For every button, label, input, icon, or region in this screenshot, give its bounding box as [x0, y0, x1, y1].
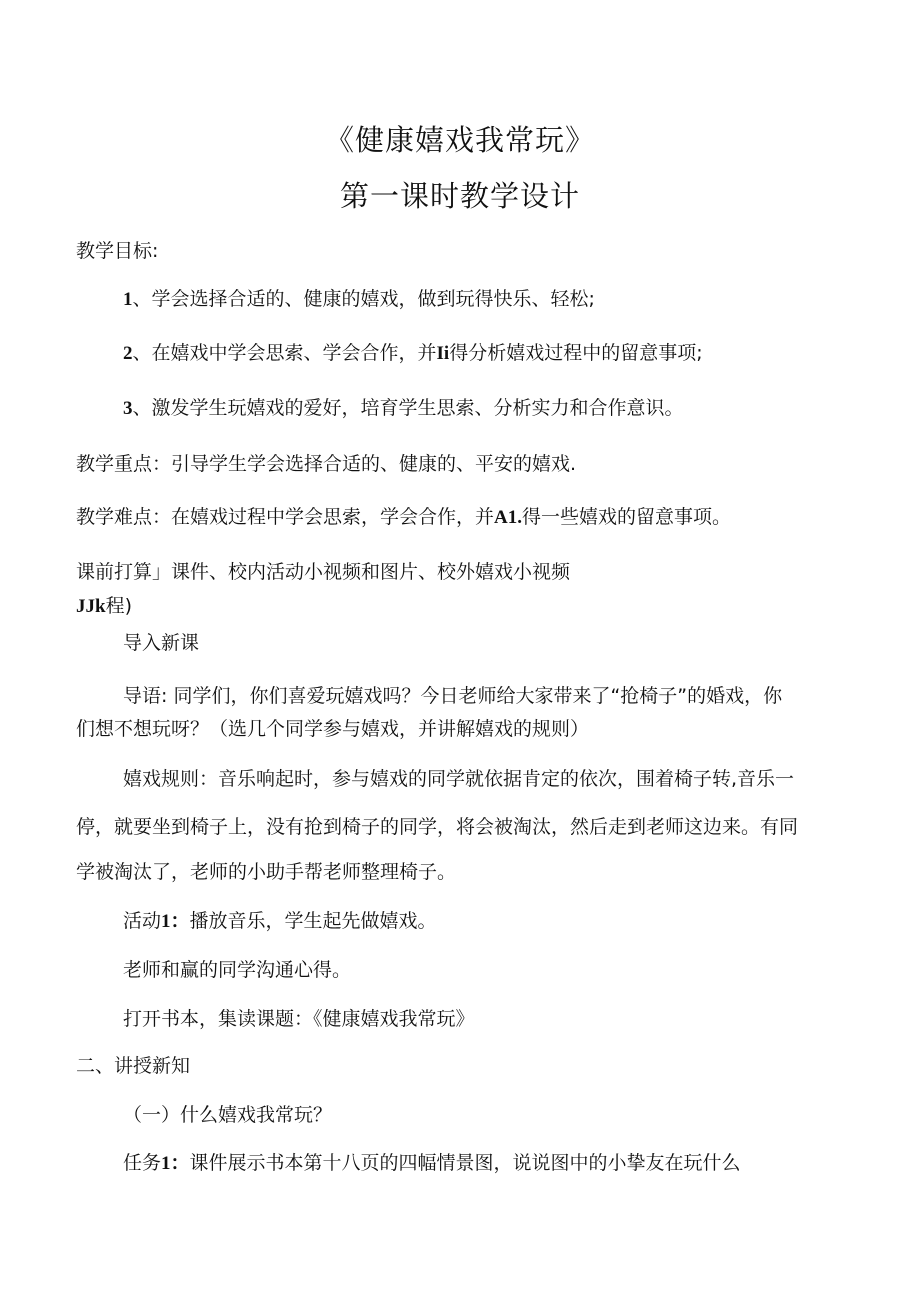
process-heading	[76, 594, 132, 619]
document-subtitle: 第一课时教学设计	[339, 179, 580, 213]
task-number: 1：	[161, 1153, 190, 1174]
objective-1	[123, 287, 595, 312]
task-1	[123, 1151, 741, 1176]
task-text: 课件展示书本第十八页的四幅情景图，说说图中的小挚友在玩什么	[189, 1152, 741, 1174]
task-label: 任务	[123, 1152, 162, 1174]
objective-text: 、激发学生玩嬉戏的爱好，培育学生思索、分析实力和合作意识。	[132, 397, 684, 419]
intro-heading: 导入新课	[123, 632, 200, 654]
intro-line-2: 们想不想玩呀？（选几个同学参与嬉戏，并讲解嬉戏的规则）	[76, 718, 590, 740]
objective-number: 2	[123, 343, 133, 364]
objective-text-cont: 得分析嬉戏过程中的留意事项;	[449, 342, 703, 364]
document-title: 《健康嬉戏我常玩》	[324, 123, 595, 157]
preparation: 课前打算」课件、校内活动小视频和图片、校外嬉戏小视频	[76, 561, 571, 583]
activity-1	[123, 909, 437, 934]
intro-line-1: 导语: 同学们，你们喜爱玩嬉戏吗？今日老师给大家带来了“抢椅子”的婚戏，你	[123, 685, 783, 707]
difficulty	[76, 505, 731, 530]
rules-line-1: 嬉戏规则：音乐响起时，参与嬉戏的同学就依据肯定的依次，围着椅子转,音乐一	[123, 768, 795, 790]
rules-line-3: 学被淘汰了，老师的小助手帮老师整理椅子。	[76, 861, 457, 883]
share-line: 老师和赢的同学沟通心得。	[123, 959, 352, 981]
key-point: 教学重点：引导学生学会选择合适的、健康的、平安的嬉戏.	[76, 453, 577, 475]
difficulty-mark: A1.	[494, 507, 522, 528]
activity-number: 1：	[161, 911, 190, 932]
objectives-heading: 教学目标:	[76, 240, 159, 262]
objective-text: 、学会选择合适的、健康的嬉戏，做到玩得快乐、轻松;	[132, 288, 595, 310]
subsection-1-heading: （一）什么嬉戏我常玩？	[123, 1104, 333, 1126]
difficulty-text: 教学难点：在嬉戏过程中学会思索，学会合作，并	[76, 506, 495, 528]
activity-text: 播放音乐，学生起先做嬉戏。	[189, 910, 437, 932]
section-2-heading: 二、讲授新知	[76, 1055, 191, 1077]
objective-number: 1	[123, 289, 133, 310]
difficulty-text-cont: 得一些嬉戏的留意事项。	[522, 506, 732, 528]
objective-mark: Ii	[436, 343, 450, 364]
objective-2	[123, 341, 703, 366]
process-text: 程)	[105, 595, 132, 617]
rules-line-2: 停，就要坐到椅子上，没有抢到椅子的同学，将会被淘汰，然后走到老师这边来。有同	[76, 816, 799, 838]
objective-text: 、在嬉戏中学会思索、学会合作，并	[132, 342, 437, 364]
activity-label: 活动	[123, 910, 162, 932]
open-book-line: 打开书本，集读课题：《健康嬉戏我常玩》	[123, 1008, 475, 1030]
objective-number: 3	[123, 398, 133, 419]
objective-3	[123, 396, 684, 421]
process-mark: JJk	[76, 596, 106, 617]
